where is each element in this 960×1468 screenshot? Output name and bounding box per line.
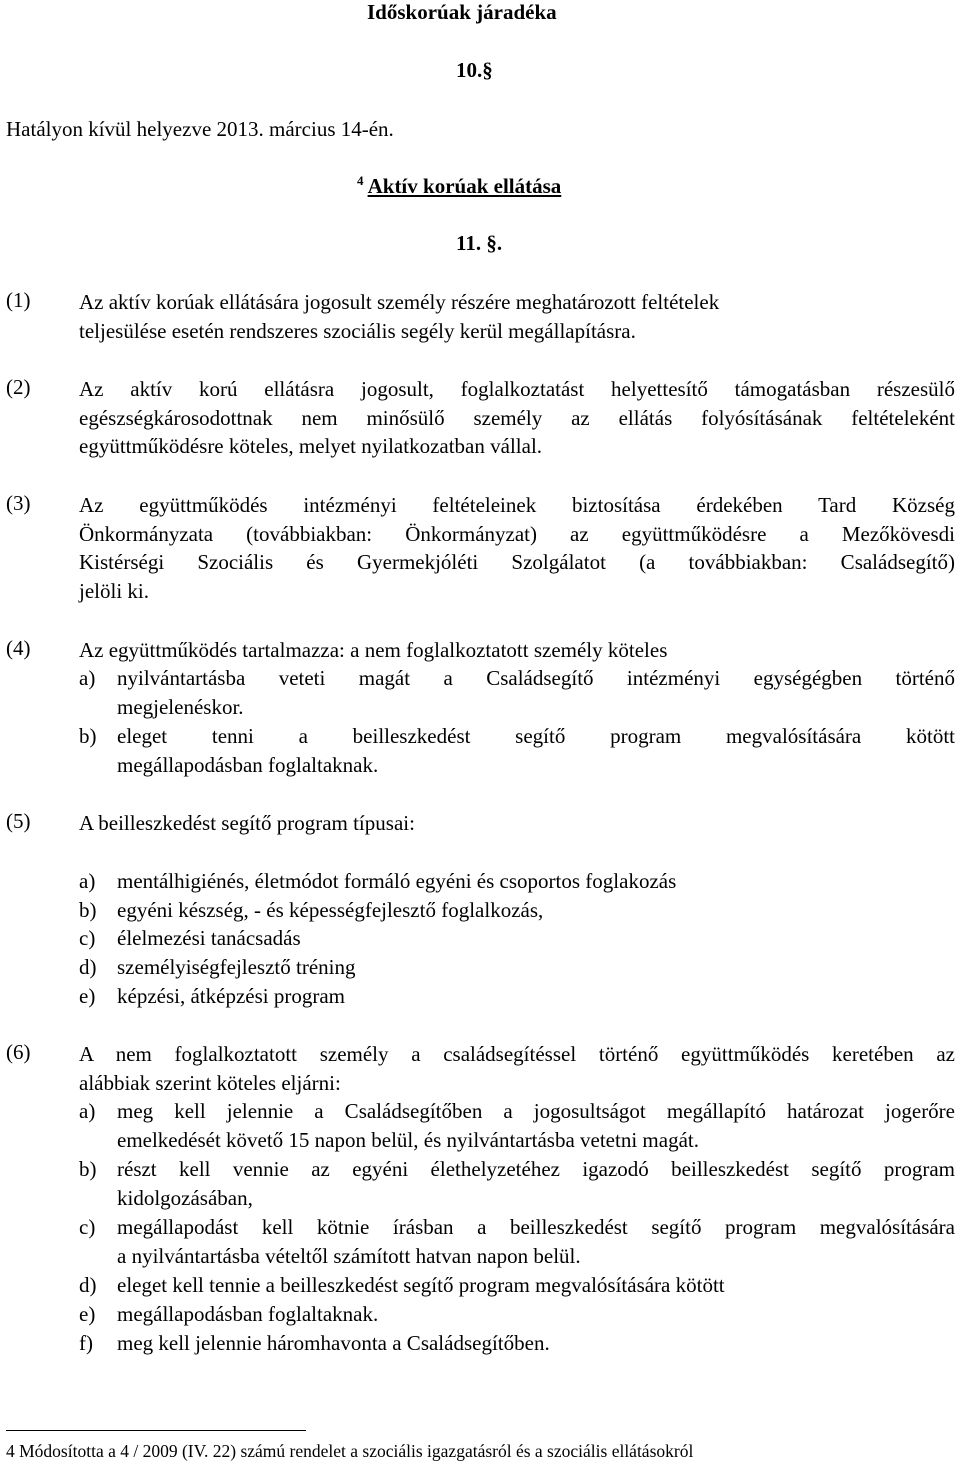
paragraph-line: Az aktív korú ellátásra jogosult, foglalkoztatást helyettesítő támogatásban részesülő xyxy=(79,377,955,401)
paragraph-number: (2) xyxy=(6,375,31,399)
paragraph-line: Az együttműködés intézményi feltételeinek biztosítása érdekében Tard Község xyxy=(79,493,955,517)
paragraph-2 xyxy=(79,375,955,461)
footnote-marker: 4 xyxy=(357,173,364,188)
paragraph-number: (4) xyxy=(6,636,31,660)
list-item-label: d) xyxy=(79,955,97,979)
list-item-line: megállapodásban foglaltaknak. xyxy=(117,1302,379,1326)
section-10-heading: 10.§ xyxy=(456,58,493,82)
footnote-divider xyxy=(6,1430,306,1431)
list-item-label: a) xyxy=(79,869,96,893)
list-item-line: személyiségfejlesztő tréning xyxy=(117,955,356,979)
list-item-line: mentálhigiénés, életmódot formáló egyéni és csoportos foglakozás xyxy=(117,869,677,893)
subsection-title-row xyxy=(357,173,561,199)
list-item-line: a nyilvántartásba vételtől számított hatvan napon belül. xyxy=(117,1243,581,1268)
paragraph-line: együttműködésre köteles, melyet nyilatkozatban vállal. xyxy=(79,434,543,458)
paragraph-line: teljesülése esetén rendszeres szociális segély kerül megállapításra. xyxy=(79,318,636,343)
list-item-line: eleget kell tennie a beilleszkedést segítő program megvalósítására kötött xyxy=(117,1273,725,1297)
subsection-title: Aktív korúak ellátása xyxy=(367,174,562,198)
list-item-label: c) xyxy=(79,1215,96,1239)
paragraph-1 xyxy=(79,288,955,345)
paragraph-6-intro xyxy=(79,1040,955,1097)
list-item-line: eleget tenni a beilleszkedést segítő program megvalósítására kötött xyxy=(117,724,955,748)
paragraph-number: (3) xyxy=(6,491,31,515)
list-item-label: b) xyxy=(79,898,97,922)
list-item-line: emelkedését követő 15 napon belül, és nyilvántartásba vetetni magát. xyxy=(117,1127,699,1152)
paragraph-line: A nem foglalkoztatott személy a családsegítéssel történő együttműködés keretében az xyxy=(79,1042,955,1066)
chapter-title: Időskorúak járadéka xyxy=(367,0,557,24)
paragraph-line: Az aktív korúak ellátására jogosult személy részére meghatározott feltételek xyxy=(79,290,720,314)
paragraph-line: jelöli ki. xyxy=(79,578,149,603)
section-11-heading: 11. §. xyxy=(456,231,503,255)
paragraph-3 xyxy=(79,491,955,605)
list-item-label: b) xyxy=(79,1157,97,1181)
list-item-line: nyilvántartásba veteti magát a Családsegítő intézményi egységégben történő xyxy=(117,666,955,690)
list-item-label: a) xyxy=(79,666,96,690)
list-item-line: egyéni készség, - és képességfejlesztő foglalkozás, xyxy=(117,898,544,922)
paragraph-number: (5) xyxy=(6,809,31,833)
list-item-line: kidolgozásában, xyxy=(117,1185,253,1210)
paragraph-number: (1) xyxy=(6,288,31,312)
footnote-text: 4 Módosította a 4 / 2009 (IV. 22) számú rendelet a szociális igazgatásról és a szociális ellátásokról xyxy=(6,1441,694,1461)
paragraph-4-intro: Az együttműködés tartalmazza: a nem foglalkoztatott személy köteles xyxy=(79,638,668,662)
paragraph-number: (6) xyxy=(6,1040,31,1064)
list-item-line: meg kell jelennie háromhavonta a Családsegítőben. xyxy=(117,1331,550,1355)
list-item-label: d) xyxy=(79,1273,97,1297)
list-item-label: c) xyxy=(79,926,96,950)
list-item-label: b) xyxy=(79,724,97,748)
list-item-line: élelmezési tanácsadás xyxy=(117,926,301,950)
list-item-label: e) xyxy=(79,1302,96,1326)
paragraph-5-intro: A beilleszkedést segítő program típusai: xyxy=(79,811,415,835)
list-item-line: részt kell vennie az egyéni élethelyzetéhez igazodó beilleszkedést segítő program xyxy=(117,1157,955,1181)
paragraph-line: egészségkárosodottnak nem minősülő személy az ellátás folyósításának feltételeként xyxy=(79,405,955,430)
paragraph-line: Kistérségi Szociális és Gyermekjóléti Szolgálatot (a továbbiakban: Családsegítő) xyxy=(79,550,955,574)
list-item-line: meg kell jelennie a Családsegítőben a jogosultságot megállapító határozat jogerőre xyxy=(117,1099,955,1123)
list-item-label: f) xyxy=(79,1331,93,1355)
list-item-line: megjelenéskor. xyxy=(117,694,244,719)
list-item-label: e) xyxy=(79,984,96,1008)
list-item-line: megállapodást kell kötnie írásban a beilleszkedést segítő program megvalósítására xyxy=(117,1215,955,1239)
paragraph-line: Önkormányzata (továbbiakban: Önkormányzat) az együttműködésre a Mezőkövesdi xyxy=(79,521,955,546)
paragraph-line: alábbiak szerint köteles eljárni: xyxy=(79,1070,341,1095)
list-item-line: megállapodásban foglaltaknak. xyxy=(117,752,379,777)
repeal-note: Hatályon kívül helyezve 2013. március 14-én. xyxy=(6,117,394,141)
list-item-line: képzési, átképzési program xyxy=(117,984,345,1008)
list-item-label: a) xyxy=(79,1099,96,1123)
